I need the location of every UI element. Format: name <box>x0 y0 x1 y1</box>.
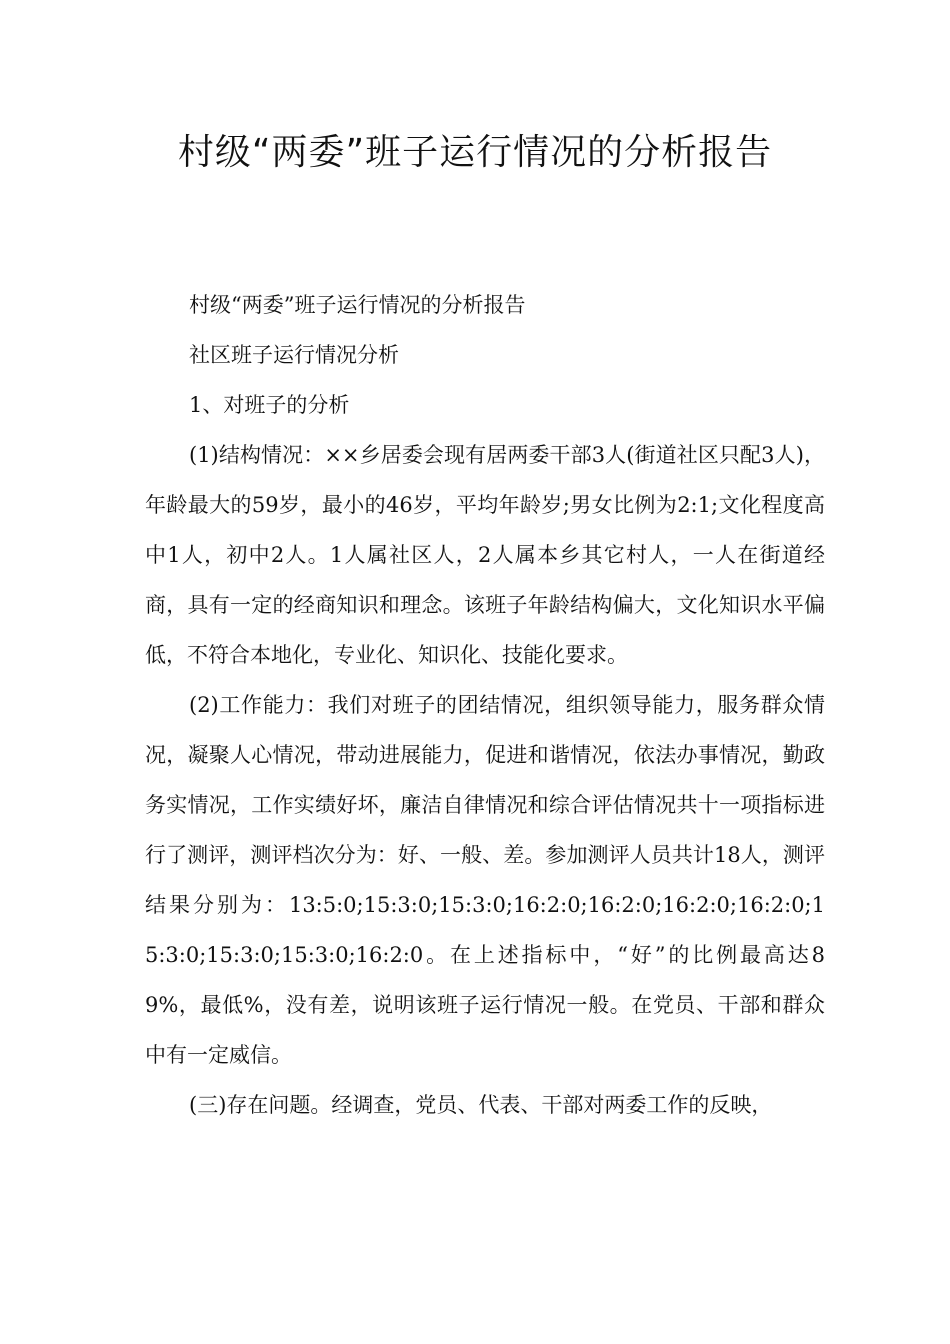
document-title: 村级“两委”班子运行情况的分析报告 <box>177 132 773 173</box>
document-body <box>145 280 825 1130</box>
paragraph-structure: (1)结构情况：××乡居委会现有居两委干部3人(街道社区只配3人)，年龄最大的59岁，最小的46岁，平均年龄岁;男女比例为2:1;文化程度高中1人，初中2人。1人属社区人，2人属本乡其它村人，一人在街道经商，具有一定的经商知识和理念。该班子年龄结构偏大，文化知识水平偏低，不符合本地化，专业化、知识化、技能化要求。 <box>145 443 825 667</box>
paragraph-section-heading: 社区班子运行情况分析 <box>189 343 399 367</box>
paragraph-subtitle: 村级“两委”班子运行情况的分析报告 <box>189 293 526 317</box>
paragraph-problems: (三)存在问题。经调查，党员、代表、干部对两委工作的反映， <box>189 1093 773 1117</box>
paragraph-work-ability: (2)工作能力：我们对班子的团结情况，组织领导能力，服务群众情况，凝聚人心情况，带动进展能力，促进和谐情况，依法办事情况，勤政务实情况，工作实绩好坏，廉洁自律情况和综合评估情况共十一项指标进行了测评，测评档次分为：好、一般、差。参加测评人员共计18人，测评结果分别为：13:5:0;15:3:0;15:3:0;16:2:0;16:2:0;16:2:0;16:2:0;15:3:0;15:3:0;15:3:0;16:2:0。在上述指标中，“好”的比例最高达89%，最低%，没有差，说明该班子运行情况一般。在党员、干部和群众中有一定威信。 <box>145 693 825 1067</box>
paragraph-subsection-heading: 1、对班子的分析 <box>189 393 350 417</box>
